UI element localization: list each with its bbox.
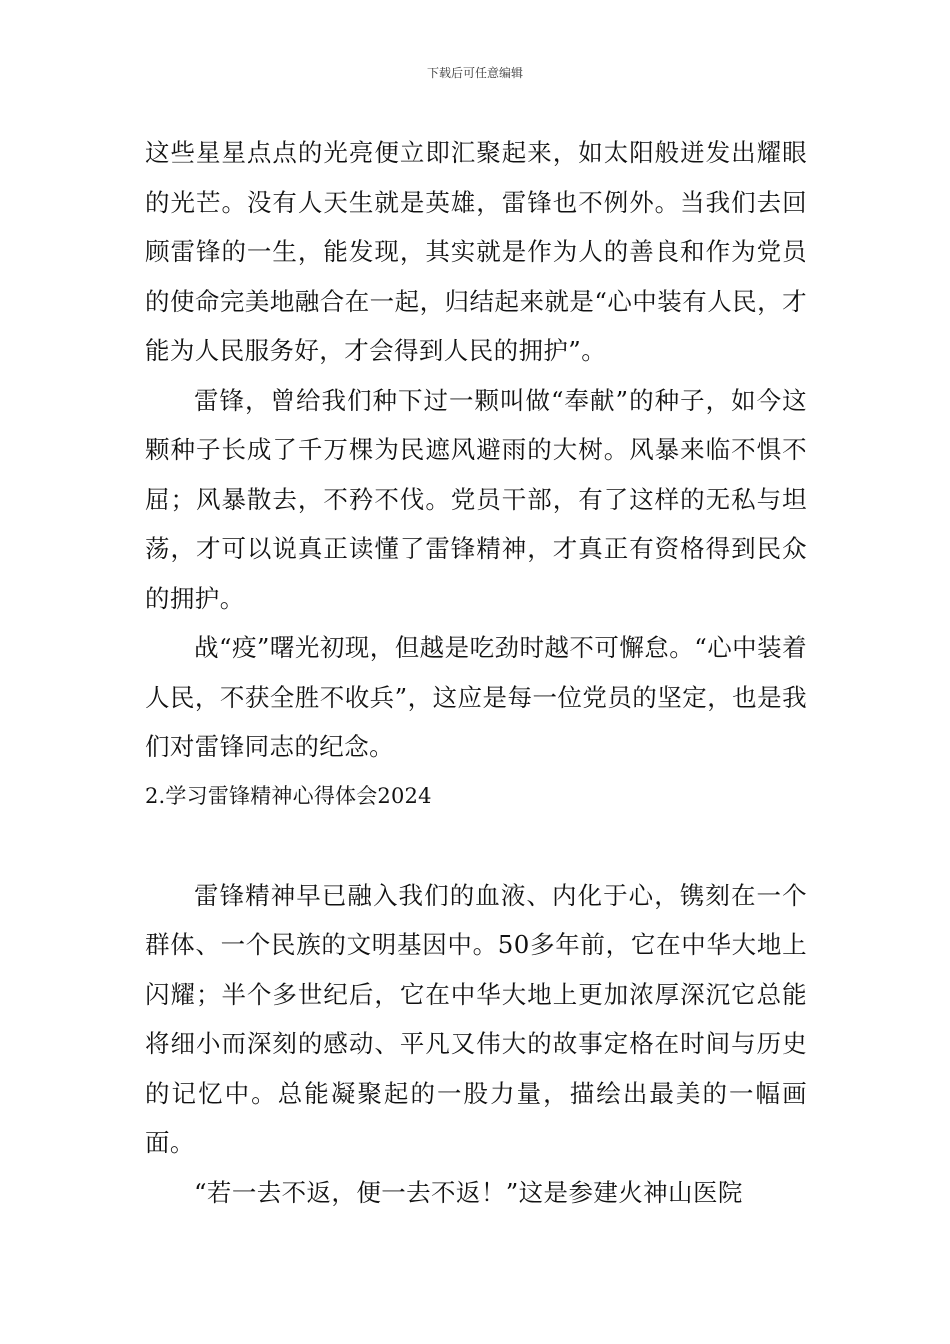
page-header: 下载后可任意编辑 xyxy=(426,66,523,80)
paragraph-1: 这些星星点点的光亮便立即汇聚起来，如太阳般迸发出耀眼的光芒。没有人天生就是英雄，雷锋也不例外。当我们去回顾雷锋的一生，能发现，其实就是作为人的善良和作为党员的使命完美地融合在一起，归结起来就是“心中装有人民，才能为人民服务好，才会得到人民的拥护”。 xyxy=(145,138,807,365)
section-heading: 2.学习雷锋精神心得体会2024 xyxy=(145,783,432,808)
blank-line xyxy=(145,821,807,871)
paragraph-2: 雷锋，曾给我们种下过一颗叫做“奉献”的种子，如今这颗种子长成了千万棵为民遮风避雨的大树。风暴来临不惧不屈；风暴散去，不矜不伐。党员干部，有了这样的无私与坦荡，才可以说真正读懂了雷锋精神，才真正有资格得到民众的拥护。 xyxy=(145,385,807,613)
document-body xyxy=(145,128,807,1217)
paragraph-3: 战“疫”曙光初现，但越是吃劲时越不可懈怠。“心中装着人民，不获全胜不收兵”，这应是每一位党员的坚定，也是我们对雷锋同志的纪念。 xyxy=(145,633,807,761)
paragraph-4: 雷锋精神早已融入我们的血液、内化于心，镌刻在一个群体、一个民族的文明基因中。50多年前，它在中华大地上闪耀；半个多世纪后，它在中华大地上更加浓厚深沉它总能将细小而深刻的感动、平凡又伟大的故事定格在时间与历史的记忆中。总能凝聚起的一股力量，描绘出最美的一幅画面。 xyxy=(145,880,807,1157)
paragraph-5: “若一去不返，便一去不返！”这是参建火神山医院 xyxy=(194,1177,743,1207)
